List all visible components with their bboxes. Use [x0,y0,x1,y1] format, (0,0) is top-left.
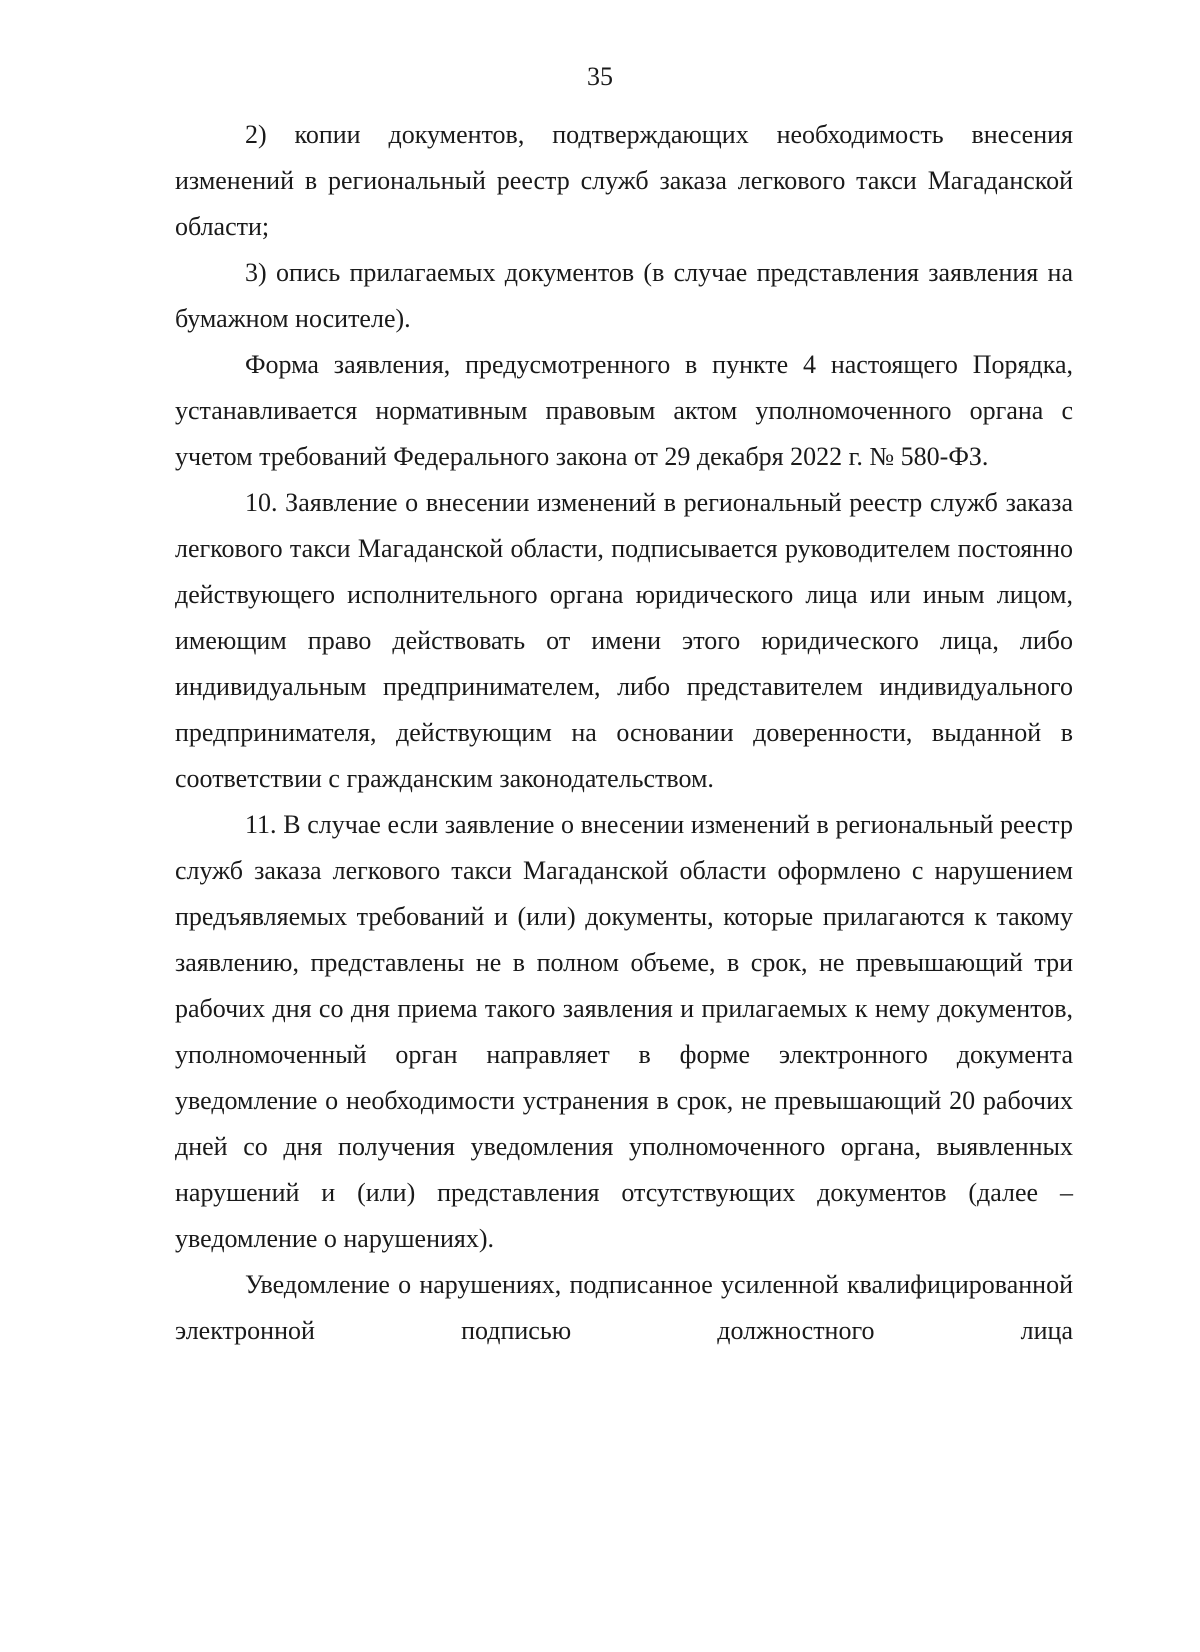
paragraph-item-3: 3) опись прилагаемых документов (в случае представления заявления на бумажном носителе). [175,258,1073,333]
document-body [175,112,1073,1354]
paragraph-clause-11: 11. В случае если заявление о внесении изменений в региональный реестр служб заказа легкового такси Магаданской области оформлено с нарушением предъявляемых требований и (или) документы, которые прилагаются к такому заявлению, представлены не в полном объеме, в срок, не превышающий три рабочих дня со дня приема такого заявления и прилагаемых к нему документов, уполномоченный орган направляет в форме электронного документа уведомление о необходимости устранения в срок, не превышающий 20 рабочих дней со дня получения уведомления уполномоченного органа, выявленных нарушений и (или) представления отсутствующих документов (далее – уведомление о нарушениях). [175,810,1073,1253]
page-number: 35 [587,62,613,91]
paragraph-form-note: Форма заявления, предусмотренного в пункте 4 настоящего Порядка, устанавливается нормативным правовым актом уполномоченного органа с учетом требований Федерального закона от 29 декабря 2022 г. № 580-ФЗ. [175,350,1073,471]
paragraph-clause-10: 10. Заявление о внесении изменений в региональный реестр служб заказа легкового такси Магаданской области, подписывается руководителем постоянно действующего исполнительного органа юридического лица или иным лицом, имеющим право действовать от имени этого юридического лица, либо индивидуальным предпринимателем, либо представителем индивидуального предпринимателя, действующим на основании доверенности, выданной в соответствии с гражданским законодательством. [175,488,1073,793]
paragraph-item-2: 2) копии документов, подтверждающих необходимость внесения изменений в региональный реестр служб заказа легкового такси Магаданской области; [175,120,1073,241]
paragraph-notification: Уведомление о нарушениях, подписанное усиленной квалифицированной электронной подписью должностного лица [175,1270,1073,1345]
